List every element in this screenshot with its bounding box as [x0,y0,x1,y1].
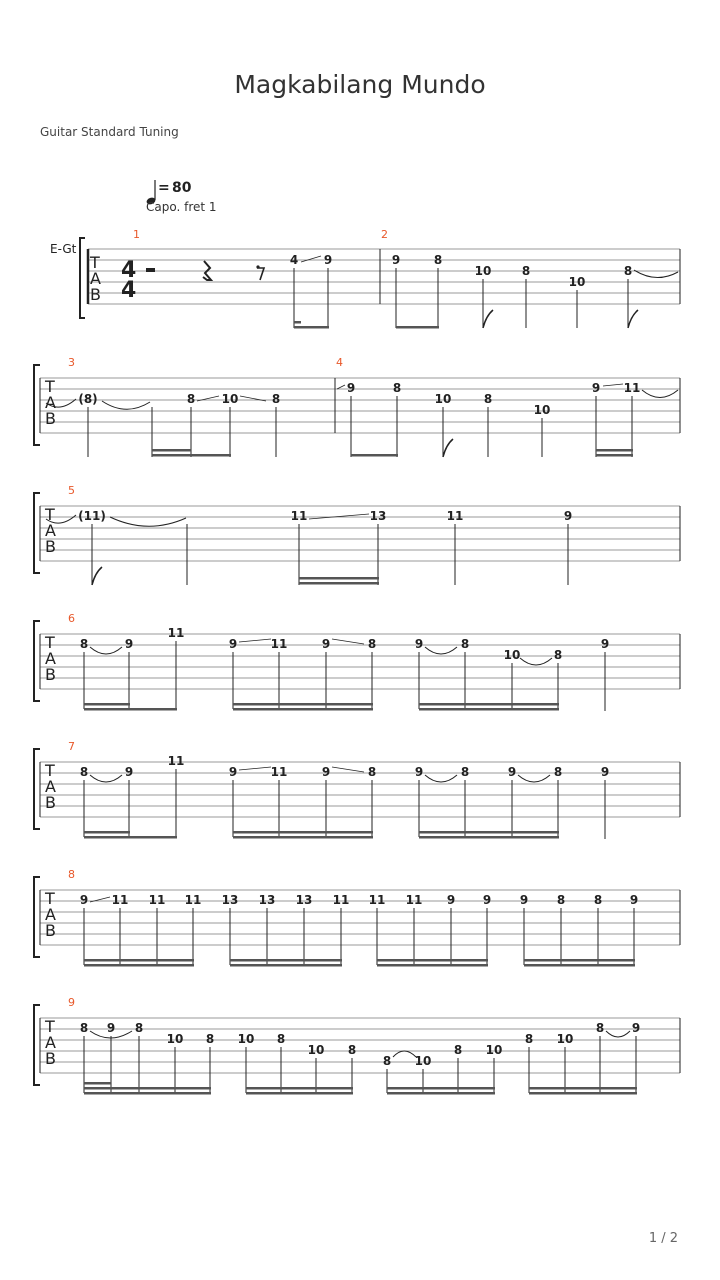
tab-note: 11 [111,893,129,907]
tab-note: 11 [446,509,464,523]
tab-note: 11 [368,893,386,907]
tie-arc [642,390,678,398]
tab-note: 13 [295,893,313,907]
tie-arc [518,775,550,782]
eighth-rest-icon [257,268,264,280]
time-signature-top: 4 [121,258,137,283]
tab-note: 13 [258,893,276,907]
tab-note: 8 [483,392,493,406]
tab-note: 9 [323,253,333,267]
tab-note: 10 [166,1032,184,1046]
measure-number: 8 [68,868,75,881]
tab-clef-letter: T [45,633,55,652]
tab-system-1 [0,230,720,340]
tab-clef-letter: B [45,409,56,428]
instrument-label: E-Gt [50,242,77,256]
tab-note: 9 [629,893,639,907]
tie-arc [110,517,186,526]
tie-arc [393,1051,416,1057]
tab-note: (11) [78,509,106,523]
tab-note: 10 [307,1043,325,1057]
tab-clef-letter: T [45,1017,55,1036]
tab-note: 11 [184,893,202,907]
tab-note: 10 [237,1032,255,1046]
tie-arc [90,775,122,782]
tab-note: 8 [524,1032,534,1046]
tab-note: 11 [167,754,185,768]
tab-note: 9 [414,637,424,651]
tab-staff [0,483,720,593]
tab-note: 8 [79,637,89,651]
tab-note: 8 [367,765,377,779]
capo-label: Capo. fret 1 [146,200,217,214]
tab-system-4 [0,611,720,721]
tab-note: 8 [347,1043,357,1057]
tab-note: 8 [453,1043,463,1057]
tab-note: 10 [533,403,551,417]
measure-number: 7 [68,740,75,753]
tab-clef-letter: A [45,649,56,668]
tie-arc [102,401,150,409]
tab-note: 11 [332,893,350,907]
tab-note: 9 [106,1021,116,1035]
measure-number: 3 [68,356,75,369]
tab-clef-letter: T [45,505,55,524]
slide-line [301,256,321,262]
tab-note: 8 [460,765,470,779]
tab-clef-letter: B [45,537,56,556]
tab-clef-letter: A [45,393,56,412]
tab-clef-letter: B [90,285,101,304]
tab-note: 9 [591,381,601,395]
tab-note: 8 [556,893,566,907]
tab-note: 9 [228,765,238,779]
tab-staff [0,230,720,340]
tie-arc [425,775,457,782]
tab-system-6 [0,867,720,977]
tab-clef-letter: T [45,761,55,780]
tab-note: 8 [553,765,563,779]
tab-note: 9 [446,893,456,907]
tab-note: 9 [124,765,134,779]
tempo-marking [146,178,236,218]
tuning-label: Guitar Standard Tuning [40,125,179,139]
tab-note: 9 [631,1021,641,1035]
tab-note: 13 [221,893,239,907]
tie-arc [425,647,457,654]
tab-note: 8 [553,648,563,662]
tab-note: 11 [623,381,641,395]
tab-clef-letter: A [45,521,56,540]
tab-note: 11 [270,765,288,779]
tab-note: 8 [593,893,603,907]
tab-note: 8 [79,1021,89,1035]
tab-staff [0,995,720,1105]
time-signature-bottom: 4 [121,278,137,303]
tab-note: 10 [221,392,239,406]
tie-arc [90,647,122,654]
tab-note: 9 [507,765,517,779]
tab-note: 8 [623,264,633,278]
tab-note: 8 [595,1021,605,1035]
tab-note: 9 [600,765,610,779]
tab-note: 11 [290,509,308,523]
tab-note: 8 [205,1032,215,1046]
tab-note: 8 [521,264,531,278]
tie-arc [520,658,552,665]
tab-clef-letter: B [45,793,56,812]
tab-clef-letter: B [45,665,56,684]
tab-note: 10 [556,1032,574,1046]
tab-note: 9 [482,893,492,907]
tab-note: 9 [321,765,331,779]
tab-staff [0,739,720,849]
tab-staff [0,355,720,465]
measure-number: 1 [133,230,140,241]
tab-clef-letter: A [90,269,101,288]
measure-number: 5 [68,484,75,497]
tab-note: 10 [503,648,521,662]
tab-note: 9 [124,637,134,651]
tab-note: 8 [382,1054,392,1068]
tab-note: 11 [148,893,166,907]
tab-note: 11 [167,626,185,640]
tab-staff [0,867,720,977]
tab-clef-letter: B [45,1049,56,1068]
tab-note: 4 [289,253,299,267]
tab-note: 8 [392,381,402,395]
measure-number: 4 [336,356,343,369]
tab-note: 9 [563,509,573,523]
tab-note: 9 [228,637,238,651]
tab-note: 8 [271,392,281,406]
tab-clef-letter: A [45,905,56,924]
tab-note: 11 [270,637,288,651]
half-rest-icon [146,268,155,272]
tab-system-5 [0,739,720,849]
tab-note: 8 [460,637,470,651]
tab-system-2 [0,355,720,465]
tab-note: 11 [405,893,423,907]
tab-note: 9 [321,637,331,651]
tab-note: 10 [434,392,452,406]
tab-note: 13 [369,509,387,523]
measure-number: 9 [68,996,75,1009]
tab-note: 8 [79,765,89,779]
tab-clef-letter: A [45,1033,56,1052]
tab-note: 9 [79,893,89,907]
tab-note: 10 [474,264,492,278]
tab-note: (8) [78,392,98,406]
tab-clef-letter: T [45,889,55,908]
tab-note: 9 [600,637,610,651]
tab-note: 8 [276,1032,286,1046]
tab-note: 10 [414,1054,432,1068]
tab-system-7 [0,995,720,1105]
tab-clef-letter: A [45,777,56,796]
tab-clef-letter: T [90,253,100,272]
tie-arc [606,1031,630,1037]
tab-note: 9 [346,381,356,395]
tempo-equals: = [158,180,170,196]
score-title: Magkabilang Mundo [234,70,486,99]
tab-system-3 [0,483,720,593]
tab-staff [0,611,720,721]
tab-note: 10 [485,1043,503,1057]
tempo-bpm: 80 [172,180,192,196]
tab-note: 10 [568,275,586,289]
tab-note: 8 [186,392,196,406]
tab-clef-letter: T [45,377,55,396]
tab-note: 8 [134,1021,144,1035]
tab-clef-letter: B [45,921,56,940]
tab-note: 8 [367,637,377,651]
tab-note: 8 [433,253,443,267]
measure-number: 2 [381,230,388,241]
tab-note: 9 [391,253,401,267]
tab-note: 9 [414,765,424,779]
measure-number: 6 [68,612,75,625]
tab-note: 9 [519,893,529,907]
page-number: 1 / 2 [648,1231,678,1246]
